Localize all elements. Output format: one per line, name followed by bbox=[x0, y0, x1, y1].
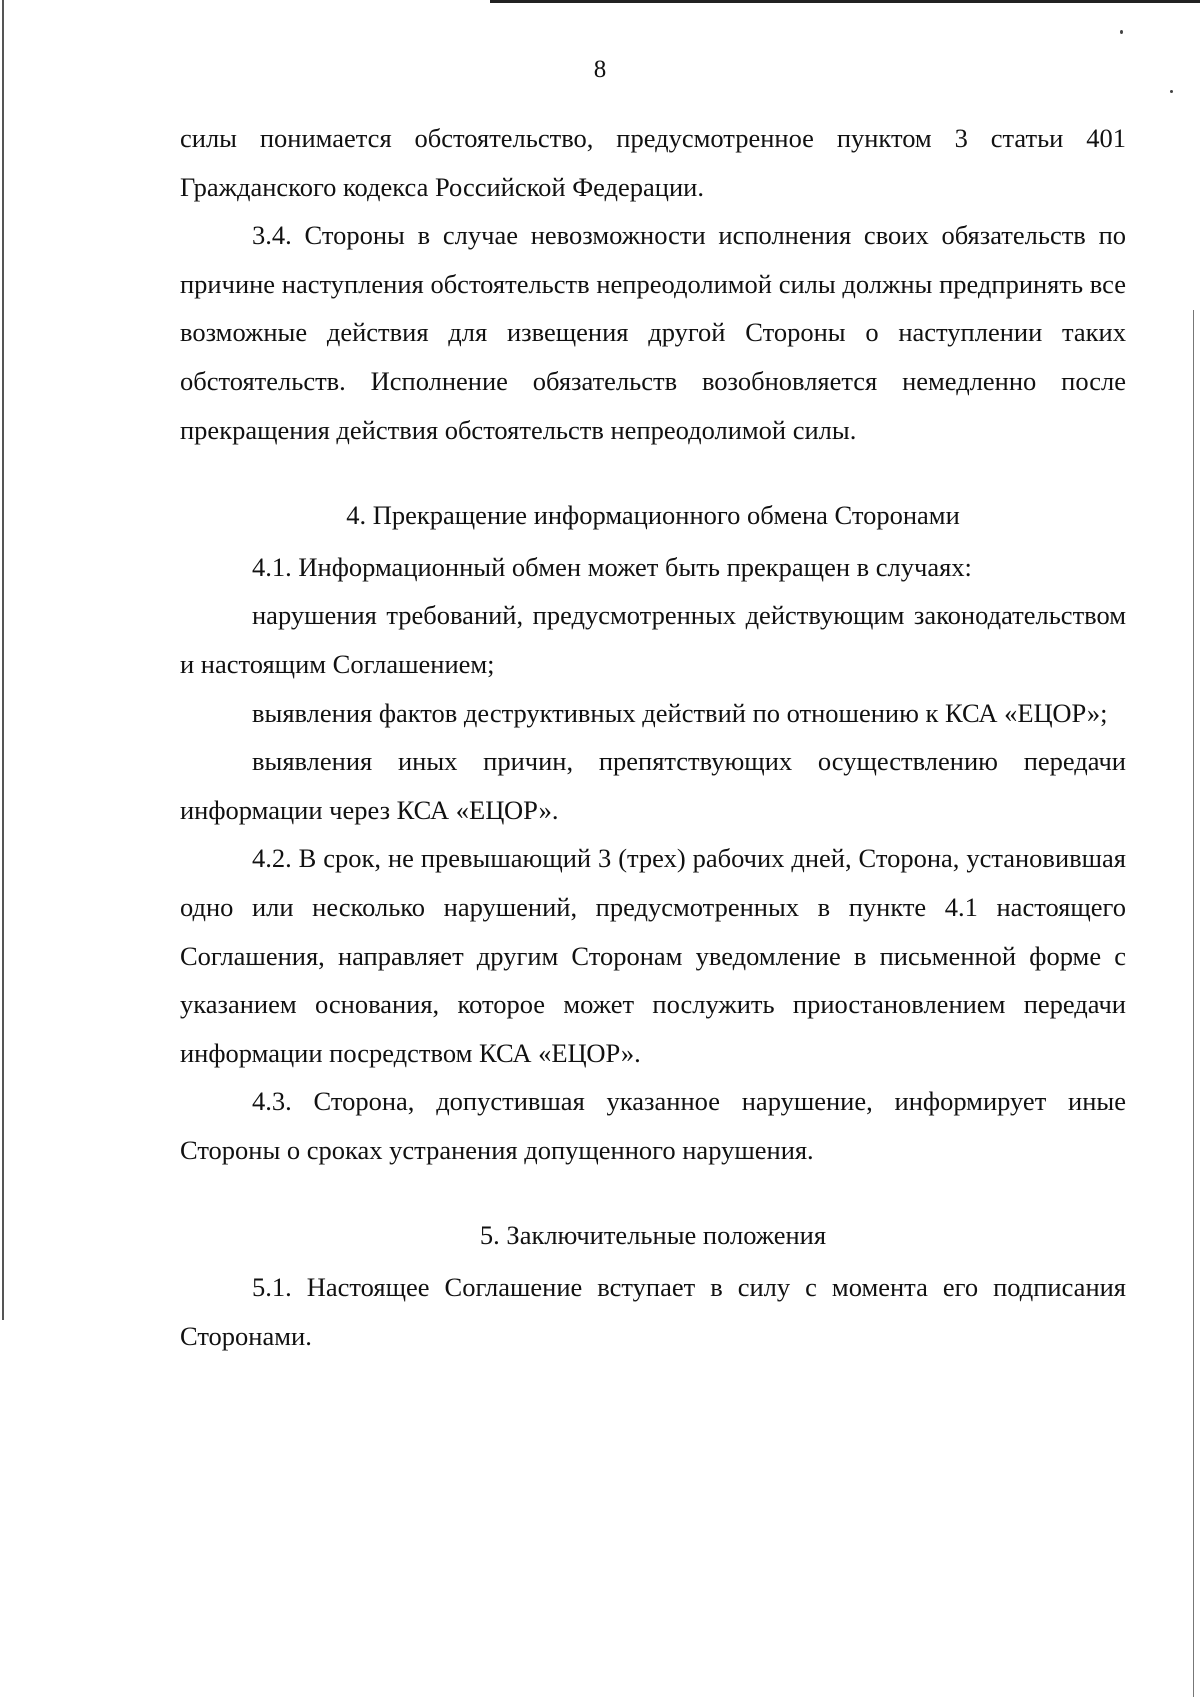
page-number: 8 bbox=[593, 56, 607, 83]
section-heading-5: 5. Заключительные положения bbox=[479, 1220, 827, 1251]
paragraph-4-1: 4.1. Информационный обмен может быть прекращен в случаях: bbox=[252, 551, 972, 582]
list-item-violation: нарушения требований, предусмотренных действующим законодательством и настоящим Соглашением; bbox=[180, 600, 1126, 679]
section-heading-4: 4. Прекращение информационного обмена Сторонами bbox=[346, 500, 960, 531]
scan-speck bbox=[1170, 90, 1173, 93]
paragraph-5-1: 5.1. Настоящее Соглашение вступает в силу с момента его подписания Сторонами. bbox=[180, 1272, 1126, 1351]
document-body bbox=[180, 114, 1126, 1360]
paragraph-4-3: 4.3. Сторона, допустившая указанное нарушение, информирует иные Стороны о сроках устранения допущенного нарушения. bbox=[180, 1086, 1126, 1165]
scan-edge-top bbox=[490, 0, 1200, 3]
paragraph-force-majeure-definition: силы понимается обстоятельство, предусмотренное пунктом 3 статьи 401 Гражданского кодекса Российской Федерации. bbox=[180, 123, 1126, 202]
paragraph-3-4: 3.4. Стороны в случае невозможности исполнения своих обязательств по причине наступления обстоятельств непреодолимой силы должны предпринять все возможные действия для извещения другой Стороны о наступлении таких обстоятельств. Исполнение обязательств возобновляется немедленно после прекращения действия обстоятельств непреодолимой силы. bbox=[180, 220, 1126, 445]
scan-speck bbox=[1120, 30, 1123, 34]
list-item-other-reasons: выявления иных причин, препятствующих осуществлению передачи информации через КСА «ЕЦОР». bbox=[180, 746, 1126, 825]
scan-edge-right bbox=[1193, 310, 1194, 1697]
scan-edge-left bbox=[2, 0, 4, 1320]
list-item-destructive-actions: выявления фактов деструктивных действий по отношению к КСА «ЕЦОР»; bbox=[252, 697, 1108, 728]
paragraph-4-2: 4.2. В срок, не превышающий 3 (трех) рабочих дней, Сторона, установившая одно или несколько нарушений, предусмотренных в пункте 4.1 настоящего Соглашения, направляет другим Сторонам уведомление в письменной форме с указанием основания, которое может послужить приостановлением передачи информации посредством КСА «ЕЦОР». bbox=[180, 843, 1126, 1068]
